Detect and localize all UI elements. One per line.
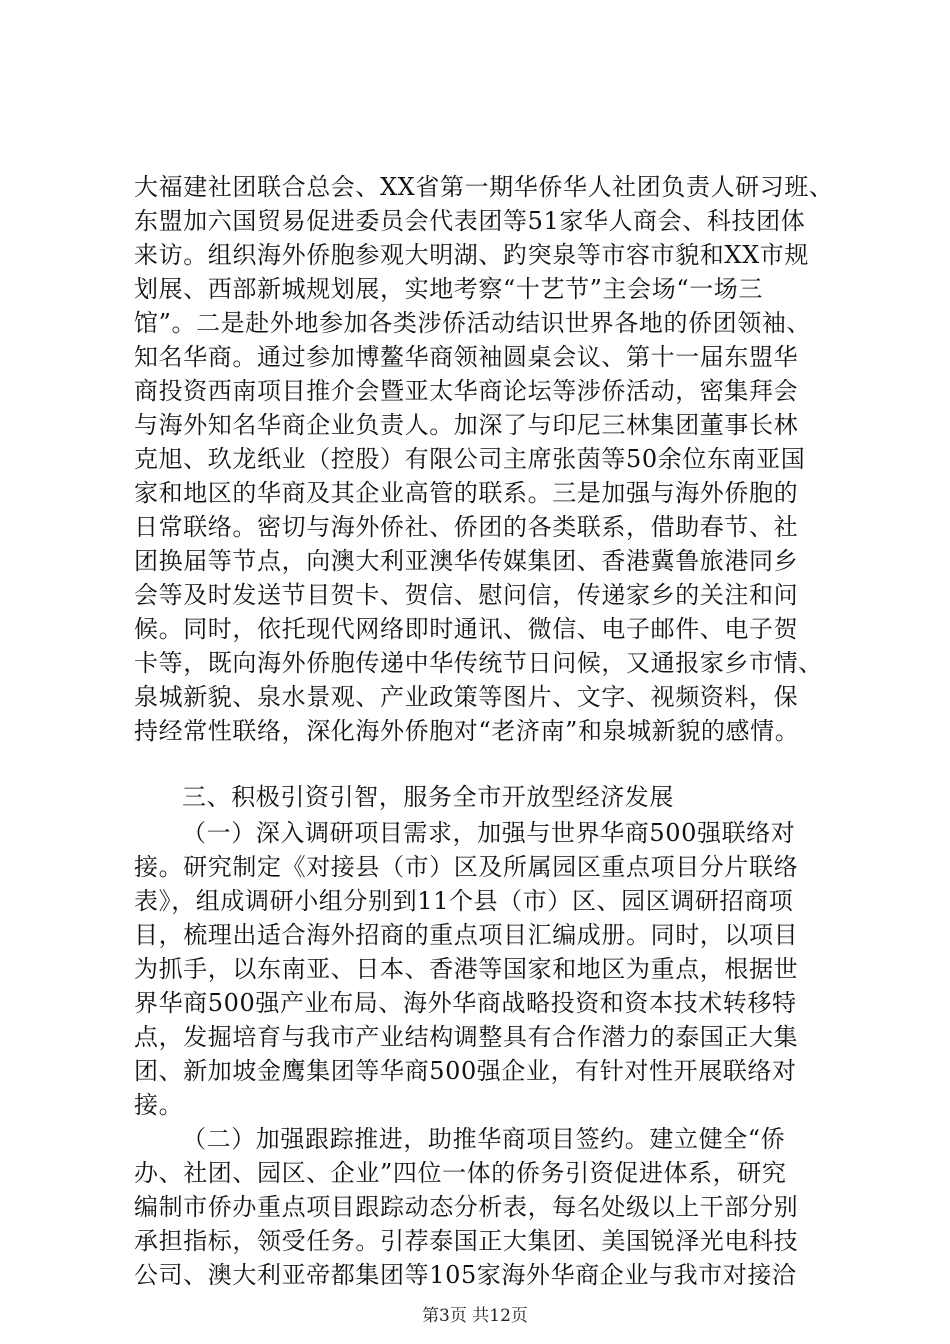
section-heading: 三、积极引资引智，服务全市开放型经济发展 [182, 783, 674, 811]
text-line: 知名华商。通过参加博鳌华商领袖圆桌会议、第十一届东盟华 [134, 343, 799, 371]
text-line: 接。 [134, 1091, 184, 1119]
text-line: 大福建社团联合总会、XX省第一期华侨华人社团负责人研习班、 [134, 173, 834, 201]
text-line: 来访。组织海外侨胞参观大明湖、趵突泉等市容市貌和XX市规 [134, 241, 809, 269]
text-line: 卡等，既向海外侨胞传递中华传统节日问候，又通报家乡市情、 [134, 649, 823, 677]
text-line: 办、社团、园区、企业”四位一体的侨务引资促进体系，研究 [134, 1159, 787, 1187]
text-line: 持经常性联络，深化海外侨胞对“老济南”和泉城新貌的感情。 [134, 717, 800, 745]
text-line: 候。同时，依托现代网络即时通讯、微信、电子邮件、电子贺 [134, 615, 799, 643]
text-line: 编制市侨办重点项目跟踪动态分析表，每名处级以上干部分别 [134, 1193, 799, 1221]
text-line: 会等及时发送节目贺卡、贺信、慰问信，传递家乡的关注和问 [134, 581, 799, 609]
text-line: 公司、澳大利亚帝都集团等105家海外华商企业与我市对接洽 [134, 1261, 797, 1289]
text-line: 克旭、玖龙纸业（控股）有限公司主席张茵等50余位东南亚国 [134, 445, 806, 473]
text-line: 家和地区的华商及其企业高管的联系。三是加强与海外侨胞的 [134, 479, 799, 507]
text-line: 泉城新貌、泉水景观、产业政策等图片、文字、视频资料，保 [134, 683, 799, 711]
text-line: 馆”。二是赴外地参加各类涉侨活动结识世界各地的侨团领袖、 [134, 309, 812, 337]
text-line: 表》，组成调研小组分别到11个县（市）区、园区调研招商项 [134, 887, 794, 915]
text-line: 点，发掘培育与我市产业结构调整具有合作潜力的泰国正大集 [134, 1023, 799, 1051]
text-line: 团、新加坡金鹰集团等华商500强企业，有针对性开展联络对 [134, 1057, 797, 1085]
text-line: 承担指标，领受任务。引荐泰国正大集团、美国锐泽光电科技 [134, 1227, 799, 1255]
text-line: 商投资西南项目推介会暨亚太华商论坛等涉侨活动，密集拜会 [134, 377, 799, 405]
text-line: 与海外知名华商企业负责人。加深了与印尼三林集团董事长林 [134, 411, 799, 439]
text-line: 日常联络。密切与海外侨社、侨团的各类联系，借助春节、社 [134, 513, 799, 541]
text-line: 目，梳理出适合海外招商的重点项目汇编成册。同时，以项目 [134, 921, 799, 949]
text-line: 东盟加六国贸易促进委员会代表团等51家华人商会、科技团体 [134, 207, 806, 235]
text-line: 划展、西部新城规划展，实地考察“十艺节”主会场“一场三 [134, 275, 764, 303]
page-number-footer: 第3页 共12页 [422, 1306, 528, 1326]
text-line: 接。研究制定《对接县（市）区及所属园区重点项目分片联络 [134, 853, 799, 881]
text-line: 为抓手，以东南亚、日本、香港等国家和地区为重点，根据世 [134, 955, 799, 983]
text-line: （一）深入调研项目需求，加强与世界华商500强联络对 [182, 819, 796, 847]
text-line: 界华商500强产业布局、海外华商战略投资和资本技术转移特 [134, 989, 797, 1017]
text-line: （二）加强跟踪推进，助推华商项目签约。建立健全“侨 [182, 1125, 786, 1153]
text-line: 团换届等节点，向澳大利亚澳华传媒集团、香港冀鲁旅港同乡 [134, 547, 799, 575]
